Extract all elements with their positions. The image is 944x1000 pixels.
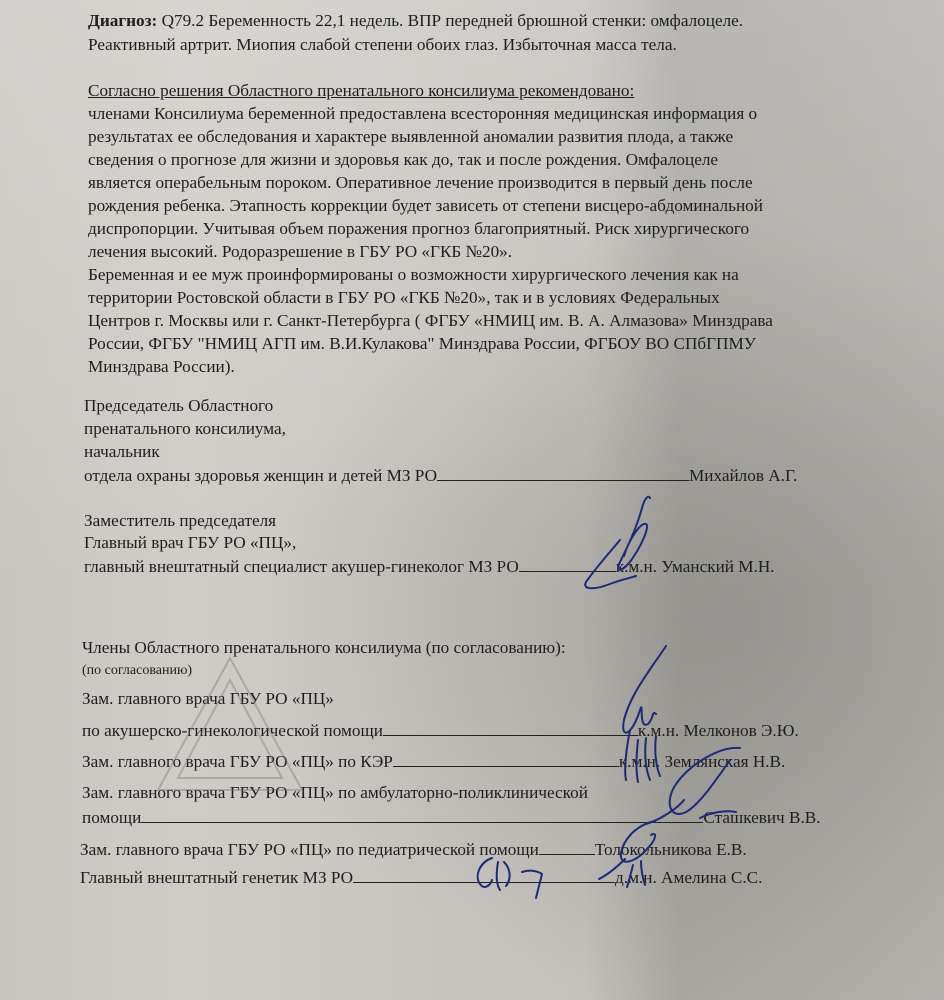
member-position: помощи	[82, 808, 142, 827]
member-name: Сташкевич В.В.	[703, 808, 821, 827]
body-line: результатах ее обследования и характере выявленной аномалии развития плода, а также	[88, 127, 734, 146]
member-title-line: Зам. главного врача ГБУ РО «ПЦ»	[82, 689, 334, 708]
body-line: членами Консилиума беременной предоставлена всесторонняя медицинская информация о	[88, 104, 758, 123]
member-position: Зам. главного врача ГБУ РО «ПЦ» по КЭР	[82, 752, 393, 771]
member-signature-line	[82, 806, 821, 829]
diagnosis-line-2: Реактивный артрит. Миопия слабой степени обоих глаз. Избыточная масса тела.	[88, 35, 677, 54]
signature-blank	[353, 866, 615, 883]
body-line: сведения о прогнозе для жизни и здоровья как до, так и после рождения. Омфалоцеле	[88, 150, 719, 169]
body-line: лечения высокий. Родоразрешение в ГБУ РО «ГКБ №20».	[88, 242, 513, 261]
body-line: Беременная и ее муж проинформированы о возможности хирургического лечения как на	[88, 265, 739, 284]
members-subheading: (по согласованию)	[82, 663, 193, 678]
body-line: Минздрава России).	[88, 357, 235, 376]
body-line: территории Ростовской области в ГБУ РО «ГКБ №20», так и в условиях Федеральных	[88, 288, 720, 307]
chairman-title-line: Председатель Областного	[84, 396, 274, 415]
member-signature-line	[80, 866, 762, 889]
member-position: по акушерско-гинекологической помощи	[82, 721, 383, 740]
signature-blank	[519, 555, 616, 572]
stamp-icon	[150, 650, 310, 800]
chairman-title-line: начальник	[84, 442, 160, 461]
recommendation-heading: Согласно решения Областного пренатального консилиума рекомендовано:	[88, 81, 635, 100]
deputy-name: к.м.н. Уманский М.Н.	[615, 557, 775, 576]
signature-blank	[437, 464, 689, 481]
member-name: к.м.н. Землянская Н.В.	[618, 752, 786, 771]
body-line: России, ФГБУ "НМИЦ АГП им. В.И.Кулакова" Минздрава России, ФГБОУ ВО СПбГПМУ	[88, 334, 756, 353]
body-line: рождения ребенка. Этапность коррекции будет зависеть от степени висцеро-абдоминальной	[88, 196, 763, 215]
diagnosis-text: Q79.2 Беременность 22,1 недель. ВПР передней брюшной стенки: омфалоцеле.	[157, 11, 744, 30]
deputy-position: главный внештатный специалист акушер-гинеколог МЗ РО	[84, 557, 519, 576]
signature-umansky-icon	[580, 490, 690, 600]
body-line: Центров г. Москвы или г. Санкт-Петербурга ( ФГБУ «НМИЦ им. В. А. Алмазова» Минздрава	[88, 311, 773, 330]
member-position: Зам. главного врача ГБУ РО «ПЦ» по педиатрической помощи	[80, 840, 539, 859]
diagnosis-label: Диагноз:	[88, 11, 158, 30]
member-position: Главный внештатный генетик МЗ РО	[80, 868, 354, 887]
member-title-line: Зам. главного врача ГБУ РО «ПЦ» по амбулаторно-поликлинической	[82, 783, 588, 802]
deputy-title-line: Заместитель председателя	[84, 511, 277, 530]
chairman-name: Михайлов А.Г.	[689, 466, 798, 485]
member-name: д.м.н. Амелина С.С.	[615, 868, 763, 887]
body-line: диспропорции. Учитывая объем поражения прогноз благоприятный. Риск хирургического	[88, 219, 750, 238]
deputy-signature-line	[84, 555, 775, 578]
deputy-title-line: Главный врач ГБУ РО «ПЦ»,	[84, 533, 297, 552]
member-name: к.м.н. Мелконов Э.Ю.	[637, 721, 799, 740]
chairman-position: отдела охраны здоровья женщин и детей МЗ РО	[84, 466, 437, 485]
body-line: является операбельным пороком. Оперативное лечение производится в первый день после	[88, 173, 753, 192]
member-signature-line	[80, 838, 747, 861]
diagnosis-line-1	[88, 10, 743, 32]
signature-blank	[393, 750, 619, 767]
member-name: Толокольникова Е.В.	[594, 840, 747, 859]
signature-blank	[539, 838, 595, 855]
signature-blank	[383, 719, 638, 736]
chairman-title-line: пренатального консилиума,	[84, 419, 286, 438]
signature-blank	[141, 806, 703, 823]
members-heading: Члены Областного пренатального консилиума (по согласованию):	[82, 638, 566, 657]
chairman-signature-line	[84, 464, 797, 487]
